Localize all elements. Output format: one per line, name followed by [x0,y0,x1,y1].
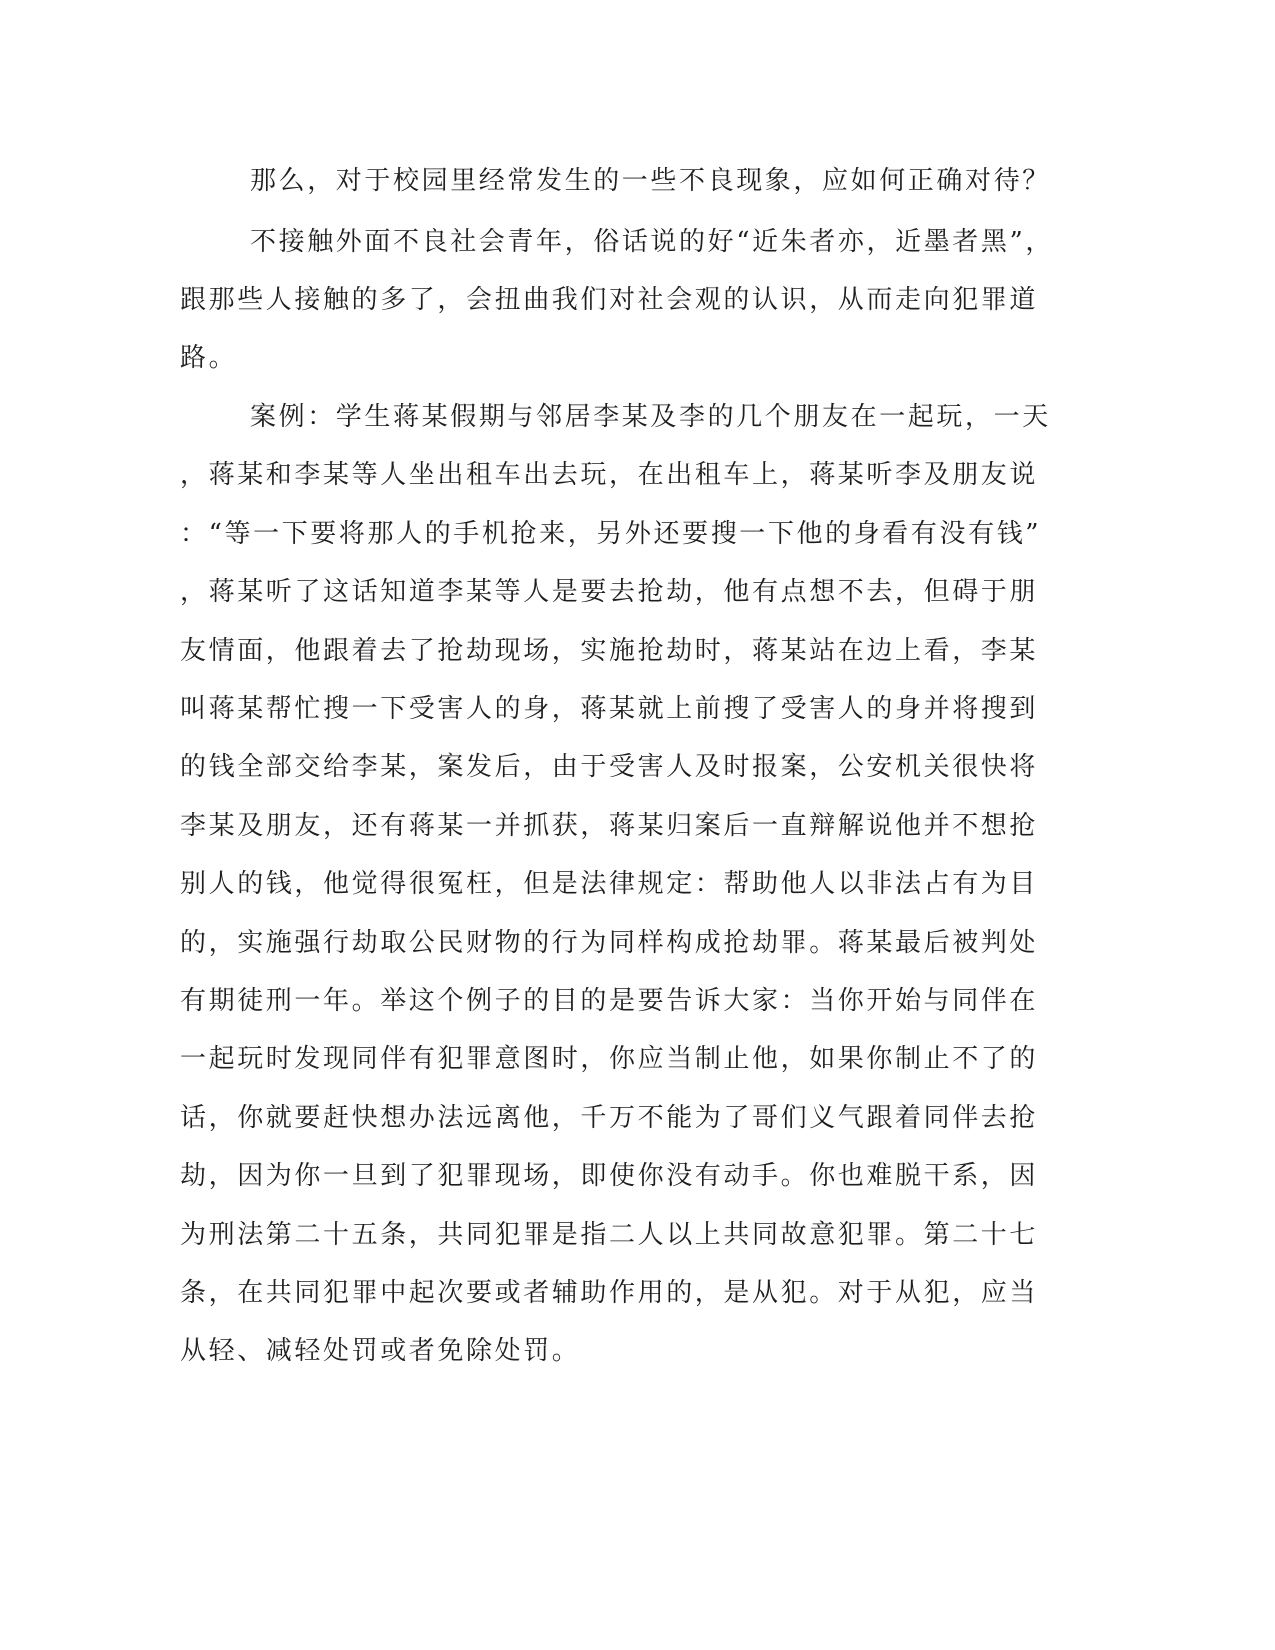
paragraph-3-line-13: 话，你就要赶快想办法远离他，千万不能为了哥们义气跟着同伴去抢 [180,1103,1039,1133]
paragraph-3-line-7: 的钱全部交给李某，案发后，由于受害人及时报案，公安机关很快将 [180,752,1039,782]
paragraph-3-line-2: ，蒋某和李某等人坐出租车出去玩，在出租车上，蒋某听李及朋友说 [180,460,1039,490]
paragraph-3-line-14: 劫，因为你一旦到了犯罪现场，即使你没有动手。你也难脱干系，因 [180,1161,1039,1191]
paragraph-2-line-3: 路。 [180,343,238,373]
paragraph-3-line-4: ，蒋某听了这话知道李某等人是要去抢劫，他有点想不去，但碍于朋 [180,577,1039,607]
paragraph-3-line-8: 李某及朋友，还有蒋某一并抓获，蒋某归案后一直辩解说他并不想抢 [180,811,1039,841]
paragraph-3-line-1: 案例：学生蒋某假期与邻居李某及李的几个朋友在一起玩，一天 [250,402,1051,432]
paragraph-2-line-2: 跟那些人接触的多了，会扭曲我们对社会观的认识，从而走向犯罪道 [180,285,1039,315]
paragraph-3-line-5: 友情面，他跟着去了抢劫现场，实施抢劫时，蒋某站在边上看，李某 [180,636,1039,666]
paragraph-3-line-6: 叫蒋某帮忙搜一下受害人的身，蒋某就上前搜了受害人的身并将搜到 [180,694,1039,724]
paragraph-1-line-1: 那么，对于校园里经常发生的一些不良现象，应如何正确对待？ [250,166,1051,196]
paragraph-3-line-16: 条，在共同犯罪中起次要或者辅助作用的，是从犯。对于从犯，应当 [180,1278,1039,1308]
paragraph-3-line-17: 从轻、减轻处罚或者免除处罚。 [180,1336,581,1366]
paragraph-3-line-9: 别人的钱，他觉得很冤枉，但是法律规定：帮助他人以非法占有为目 [180,869,1039,899]
paragraph-2-line-1: 不接触外面不良社会青年，俗话说的好“近朱者亦，近墨者黑”， [250,227,1054,257]
paragraph-3-line-3: ：“等一下要将那人的手机抢来，另外还要搜一下他的身看有没有钱” [180,519,1042,549]
paragraph-3-line-15: 为刑法第二十五条，共同犯罪是指二人以上共同故意犯罪。第二十七 [180,1220,1039,1250]
paragraph-3-line-11: 有期徒刑一年。举这个例子的目的是要告诉大家：当你开始与同伴在 [180,986,1039,1016]
paragraph-3-line-10: 的，实施强行劫取公民财物的行为同样构成抢劫罪。蒋某最后被判处 [180,928,1039,958]
paragraph-3-line-12: 一起玩时发现同伴有犯罪意图时，你应当制止他，如果你制止不了的 [180,1044,1039,1074]
